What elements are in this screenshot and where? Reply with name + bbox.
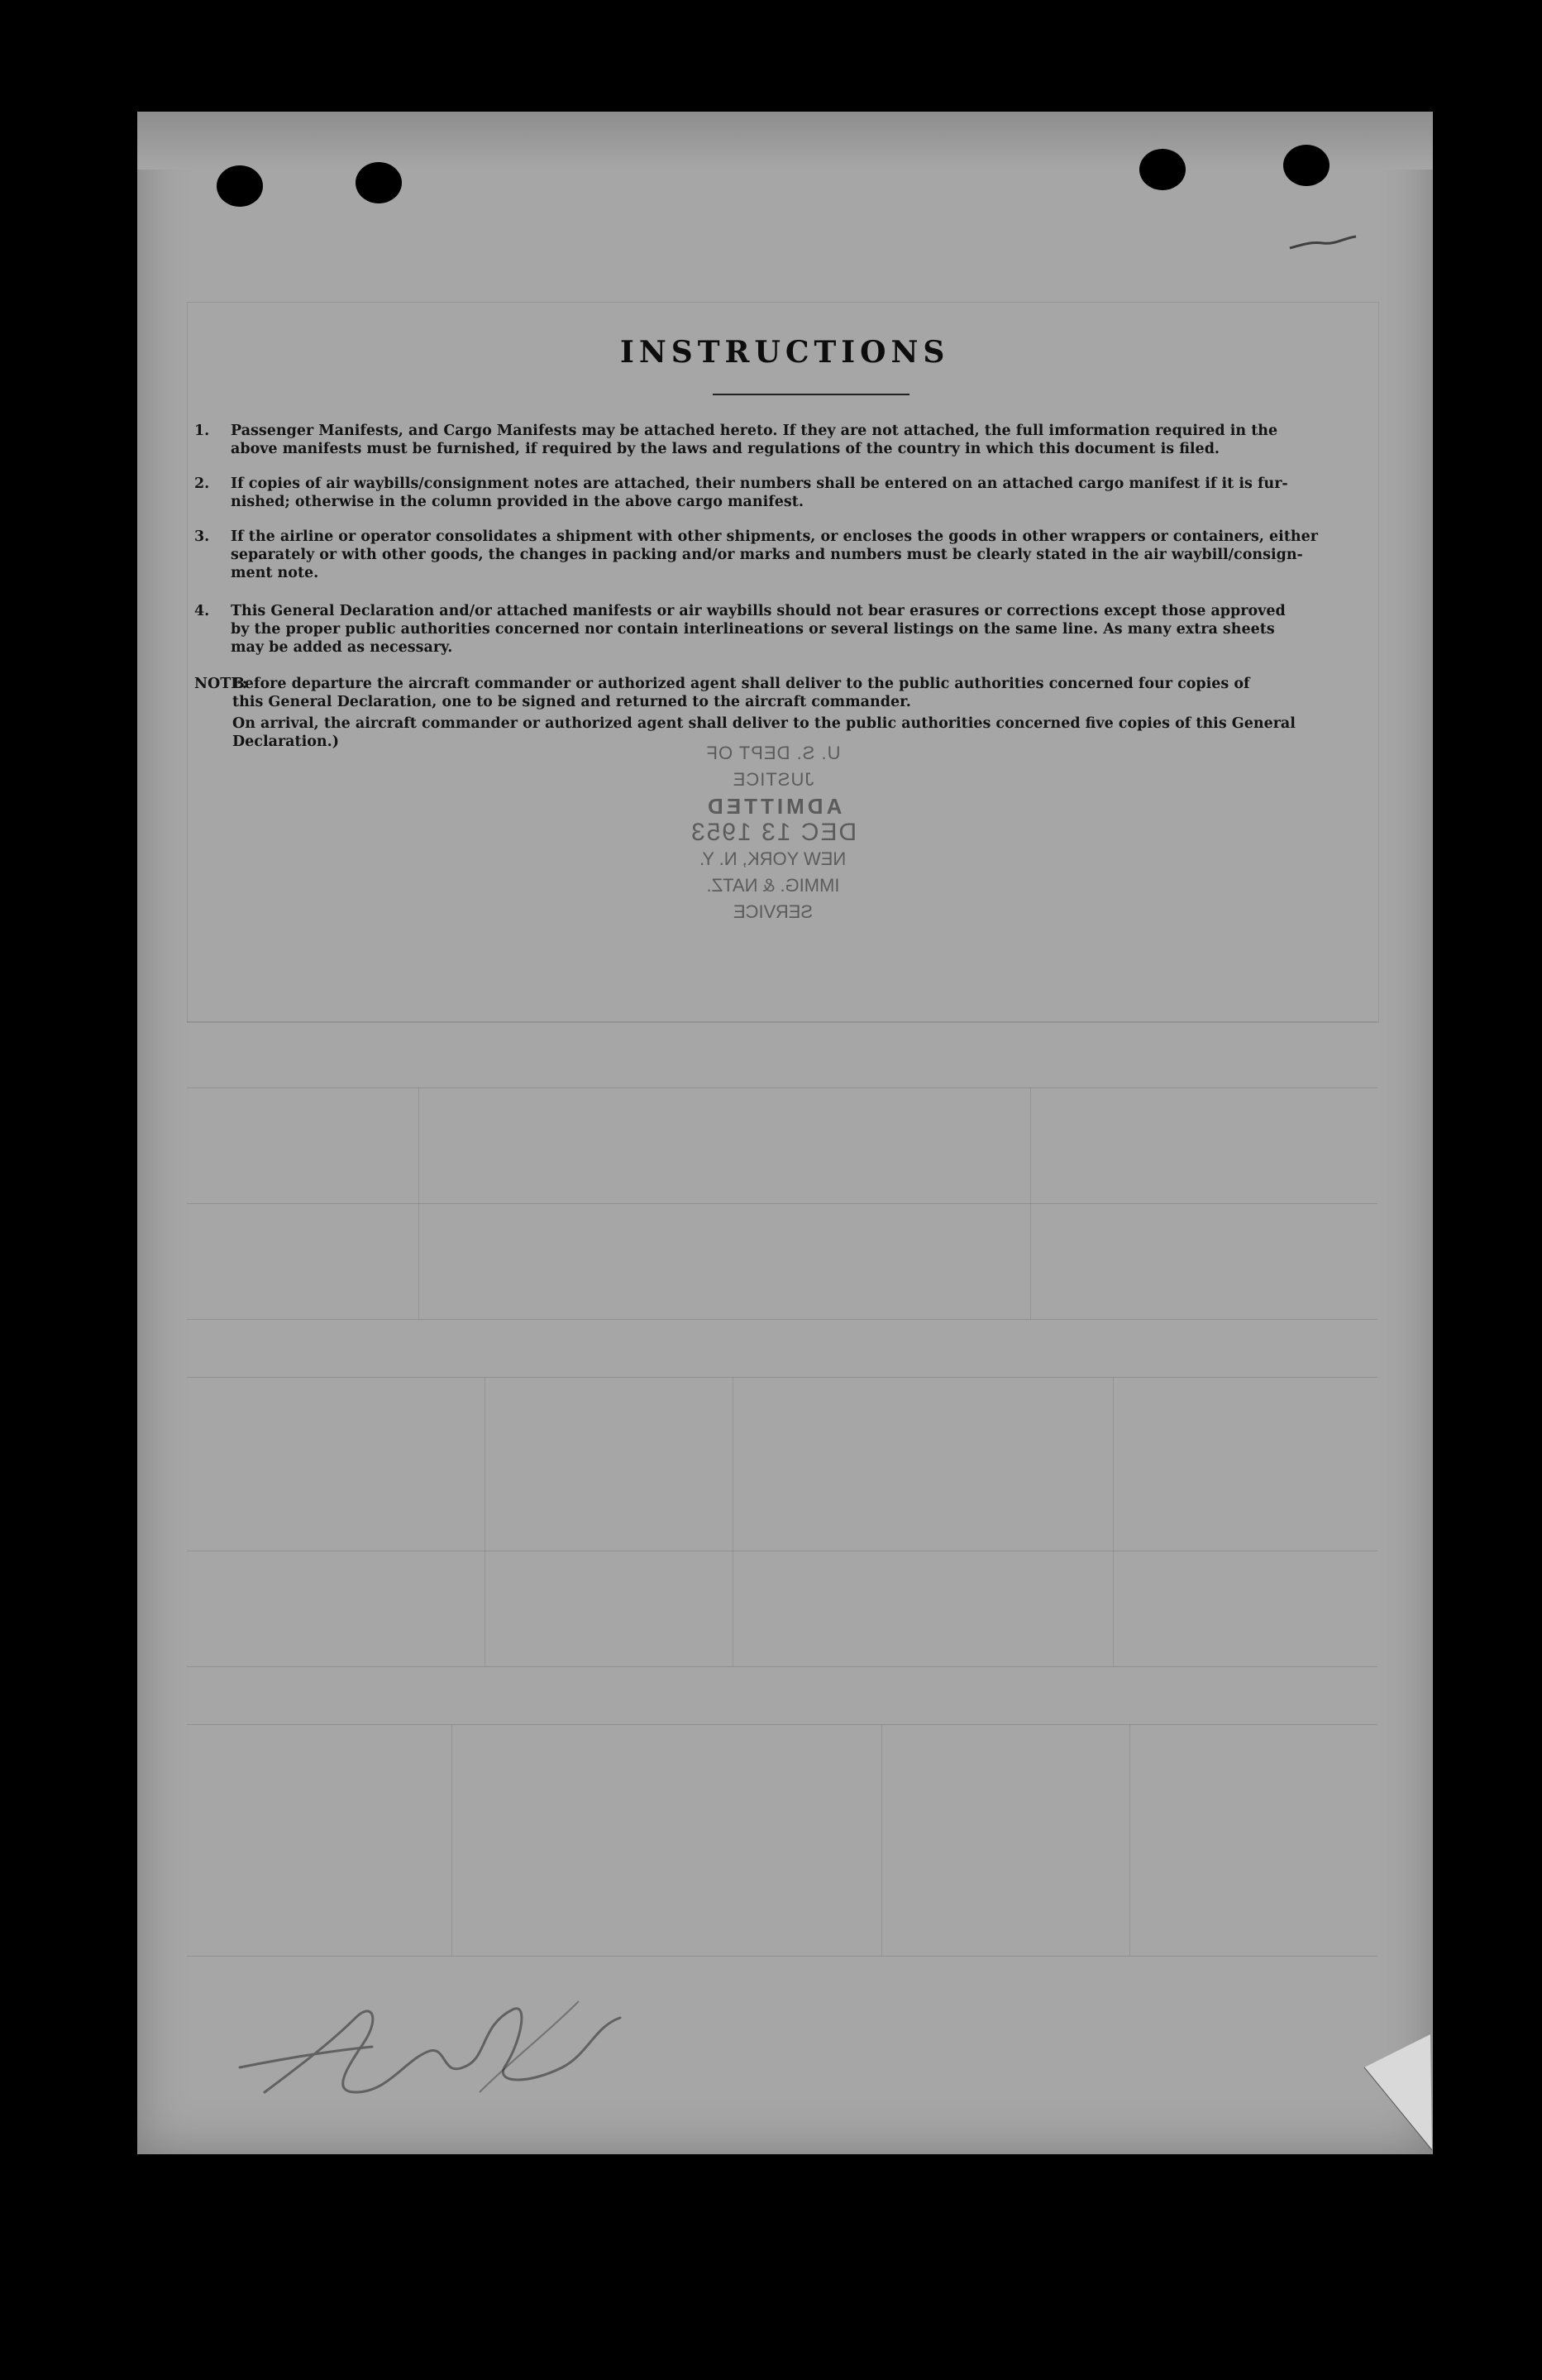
bleed-through-rule (187, 1021, 1377, 1022)
item-line: If the airline or operator consolidates a shipment with other shipments, or encloses the goods in other wrappers or containers, either (231, 528, 1318, 545)
note-label: NOTE: (194, 676, 248, 692)
instruction-item-3 (194, 528, 1418, 582)
item-line: This General Declaration and/or attached manifests or air waybills should not bear erasures or corrections except those approved (231, 603, 1286, 619)
item-line: by the proper public authorities concerned nor contain interlineations or several listings on the same line. As many extra sheets (231, 621, 1275, 638)
stamp-line: U. S. DEPT OF JUSTICE (705, 743, 841, 790)
title-underline (713, 394, 909, 395)
item-line: Passenger Manifests, and Cargo Manifests may be attached hereto. If they are not attached, the full imformation required in the (231, 423, 1278, 439)
bleed-through-rule (187, 1956, 1377, 1957)
note-line: Before departure the aircraft commander or authorized agent shall deliver to the public authorities concerned four copies of (232, 676, 1250, 692)
instruction-item-1 (194, 422, 1418, 458)
stamp-date: DEC 13 1953 (689, 819, 857, 846)
bleed-through-rule (187, 1087, 1377, 1088)
bleed-through-column (881, 1724, 882, 1956)
punch-hole-center-right (1139, 149, 1186, 190)
folded-corner (1356, 2034, 1455, 2150)
bleed-through-rule (187, 1203, 1377, 1204)
bleed-through-column (1113, 1377, 1114, 1666)
bleed-through-column (1129, 1724, 1130, 1956)
punch-hole-right (1283, 145, 1330, 186)
bleed-through-rule (187, 1724, 1377, 1725)
stamp-line: IMMIG. & NATZ. SERVICE (706, 875, 840, 922)
punch-hole-center-left (356, 162, 402, 203)
page-title: INSTRUCTIONS (620, 335, 950, 370)
instruction-item-2 (194, 475, 1418, 511)
bleed-through-column (1030, 1087, 1031, 1319)
bleed-through-column (451, 1724, 452, 1956)
signature-scribble (232, 1968, 678, 2117)
item-number: 1. (194, 423, 210, 439)
paper-sheet (137, 112, 1433, 2154)
torn-top-edge (137, 112, 1433, 170)
item-number: 4. (194, 603, 210, 619)
bleed-through-rule (187, 1319, 1377, 1320)
item-line: may be added as necessary. (231, 639, 453, 656)
bleed-through-rule (187, 1377, 1377, 1378)
note-line: Declaration.) (232, 734, 340, 750)
stamp-line: NEW YORK, N. Y. (699, 848, 847, 869)
item-line: separately or with other goods, the changes in packing and/or marks and numbers must be clearly stated in the air waybill/consign- (231, 547, 1303, 563)
instruction-item-4 (194, 602, 1418, 657)
item-line: If copies of air waybills/consignment notes are attached, their numbers shall be entered on an attached cargo manifest if it is fur- (231, 476, 1288, 492)
bleed-through-column (418, 1087, 419, 1319)
item-line: above manifests must be furnished, if required by the laws and regulations of the country in which this document is filed. (231, 441, 1220, 457)
immigration-admitted-stamp (686, 740, 860, 925)
item-line: ment note. (231, 565, 319, 581)
note-line: this General Declaration, one to be signed and returned to the aircraft commander. (232, 694, 911, 710)
item-number: 3. (194, 528, 210, 545)
punch-hole-left (217, 165, 263, 207)
note-line: On arrival, the aircraft commander or authorized agent shall deliver to the public authorities concerned five copies of this General (232, 715, 1296, 732)
item-number: 2. (194, 476, 210, 492)
bleed-through-rule (187, 1666, 1377, 1667)
stamp-line: ADMITTED (704, 794, 843, 819)
pencil-mark (1286, 230, 1360, 255)
item-line: nished; otherwise in the column provided in the above cargo manifest. (231, 494, 804, 510)
